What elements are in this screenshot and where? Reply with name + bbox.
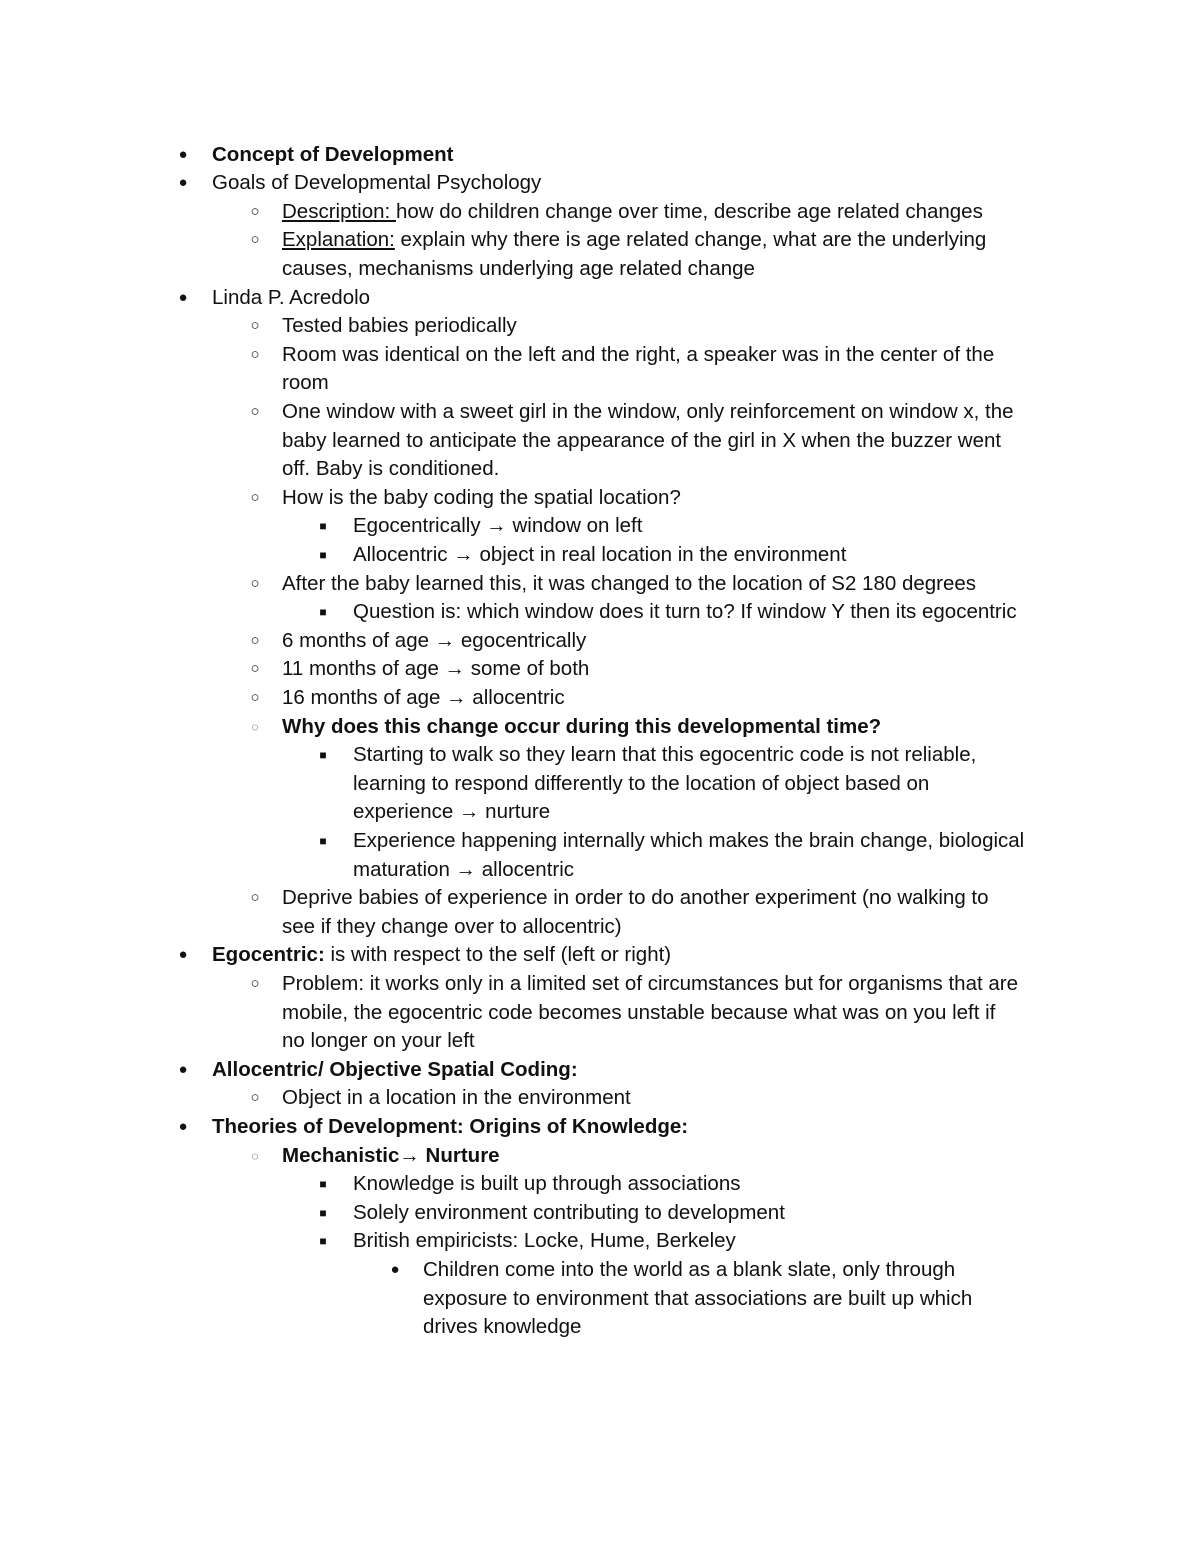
text-segment: how do children change over time, describe age related changes — [395, 199, 983, 223]
text-segment: Tested babies periodically — [282, 314, 517, 338]
outline-line — [282, 884, 989, 913]
text-segment: Deprive babies of experience in order to do another experiment (no walking to — [282, 886, 989, 910]
text-segment: causes, mechanisms underlying age related change — [282, 256, 755, 280]
outline-line — [212, 284, 370, 313]
text-segment: Mechanistic→ Nurture — [282, 1143, 500, 1167]
outline-line — [212, 941, 671, 970]
text-segment: Egocentrically → window on left — [353, 514, 643, 538]
outline-line — [212, 169, 541, 198]
text-segment: Theories of Development: Origins of Knowledge: — [212, 1114, 689, 1138]
bullet-square-icon: ■ — [319, 519, 327, 534]
bullet-circle-icon: ○ — [250, 631, 260, 649]
text-segment: Solely environment contributing to development — [353, 1200, 785, 1224]
outline-line — [353, 770, 929, 799]
text-segment: Allocentric → object in real location in the environment — [353, 542, 847, 566]
bullet-square-icon: ■ — [319, 748, 327, 763]
outline-line — [282, 198, 983, 227]
bullet-circle-icon: ○ — [250, 1089, 260, 1107]
text-segment: off. Baby is conditioned. — [282, 457, 500, 481]
text-segment: Question is: which window does it turn to? If window Y then its egocentric — [353, 600, 1017, 624]
text-segment: 6 months of age → egocentrically — [282, 628, 587, 652]
text-segment: Egocentric: — [212, 943, 325, 967]
outline-line — [282, 684, 565, 713]
text-segment: Why does this change occur during this developmental time? — [282, 714, 882, 738]
text-segment: see if they change over to allocentric) — [282, 914, 622, 938]
bullet-circle-icon: ○ — [250, 345, 260, 363]
bullet-circle-icon: ○ — [250, 202, 260, 220]
bullet-circle-icon: ○ — [250, 660, 260, 678]
bullet-disc-icon: ● — [178, 145, 188, 163]
outline-line — [353, 798, 550, 827]
bullet-square-icon: ■ — [319, 1234, 327, 1249]
outline-line — [353, 827, 1024, 856]
text-segment: learning to respond differently to the location of object based on — [353, 771, 930, 795]
text-segment: How is the baby coding the spatial location? — [282, 485, 681, 509]
bullet-circle-icon: ○ — [250, 317, 260, 335]
text-segment: exposure to environment that associations are built up which — [423, 1286, 973, 1310]
bullet-disc-icon: ● — [178, 288, 188, 306]
outline-line — [212, 1056, 578, 1085]
bullet-disc-icon: ● — [178, 1060, 188, 1078]
text-segment: 11 months of age → some of both — [282, 657, 590, 681]
text-segment: no longer on your left — [282, 1029, 475, 1053]
text-segment: room — [282, 371, 329, 395]
outline-line — [423, 1256, 955, 1285]
outline-line — [282, 913, 622, 942]
outline-line — [282, 1027, 475, 1056]
outline-line — [353, 856, 574, 885]
text-segment: 16 months of age → allocentric — [282, 685, 565, 709]
outline-line — [353, 741, 976, 770]
text-segment: Problem: it works only in a limited set of circumstances but for organisms that are — [282, 971, 1019, 995]
outline-line — [423, 1285, 972, 1314]
text-segment: Linda P. Acredolo — [212, 285, 371, 309]
text-segment: After the baby learned this, it was changed to the location of S2 180 degrees — [282, 571, 977, 595]
outline-line — [282, 1084, 631, 1113]
bullet-square-icon: ■ — [319, 1177, 327, 1192]
bullet-circle-icon: ○ — [250, 974, 260, 992]
bullet-disc-icon: ● — [178, 946, 188, 964]
outline-line — [282, 570, 976, 599]
outline-line — [282, 255, 755, 284]
text-segment: Room was identical on the left and the right, a speaker was in the center of the — [282, 342, 995, 366]
text-segment: drives knowledge — [423, 1315, 582, 1339]
bullet-circle-icon: ○ — [250, 889, 260, 907]
text-segment: explain why there is age related change, what are the underlying — [394, 228, 987, 252]
bullet-square-icon: ■ — [319, 833, 327, 848]
text-segment: Children come into the world as a blank slate, only through — [423, 1257, 956, 1281]
outline-line — [423, 1313, 581, 1342]
bullet-square-icon: ■ — [319, 1205, 327, 1220]
bullet-circle-icon: ○ — [250, 688, 260, 706]
outline-line — [282, 999, 995, 1028]
outline-line — [353, 541, 846, 570]
outline-line — [353, 512, 642, 541]
bullet-square-icon: ■ — [319, 605, 327, 620]
outline-line — [282, 398, 1014, 427]
text-segment: experience → nurture — [353, 800, 551, 824]
bullet-circle-icon: ○ — [250, 402, 260, 420]
text-segment: baby learned to anticipate the appearance of the girl in X when the buzzer went — [282, 428, 1002, 452]
outline-line — [282, 312, 517, 341]
text-segment: Concept of Development — [212, 142, 454, 166]
bullet-dotted-circle-icon: ◌ — [251, 1148, 259, 1163]
bullet-disc-icon: ● — [178, 1117, 188, 1135]
outline-line — [282, 1142, 500, 1171]
text-segment: Explanation: — [282, 228, 395, 252]
outline-line — [353, 598, 1017, 627]
bullet-square-icon: ■ — [319, 547, 327, 562]
outline-line — [282, 226, 986, 255]
text-segment: maturation → allocentric — [353, 857, 575, 881]
bullet-disc-icon: ● — [178, 174, 188, 192]
outline-line — [353, 1170, 740, 1199]
bullet-circle-icon: ○ — [250, 574, 260, 592]
outline-line — [282, 341, 994, 370]
outline-line — [282, 427, 1001, 456]
outline-line — [282, 369, 329, 398]
outline-line — [282, 713, 881, 742]
text-segment: Goals of Developmental Psychology — [212, 171, 542, 195]
text-segment: Description: — [282, 199, 396, 223]
outline-line — [282, 627, 586, 656]
outline-line — [282, 455, 499, 484]
outline-line — [353, 1227, 736, 1256]
text-segment: British empiricists: Locke, Hume, Berkeley — [353, 1229, 736, 1253]
outline-line — [282, 970, 1018, 999]
text-segment: Knowledge is built up through associations — [353, 1172, 741, 1196]
outline-line — [282, 484, 681, 513]
outline-line — [353, 1199, 785, 1228]
outline-line — [282, 655, 589, 684]
text-segment: Experience happening internally which makes the brain change, biological — [353, 828, 1025, 852]
text-segment: One window with a sweet girl in the window, only reinforcement on window x, the — [282, 399, 1014, 423]
bullet-disc-icon: ● — [390, 1260, 400, 1278]
outline-line — [212, 141, 453, 170]
text-segment: is with respect to the self (left or right) — [324, 943, 672, 967]
text-segment: Object in a location in the environment — [282, 1086, 631, 1110]
text-segment: Starting to walk so they learn that this egocentric code is not reliable, — [353, 743, 977, 767]
bullet-circle-icon: ○ — [250, 231, 260, 249]
outline-line — [212, 1113, 688, 1142]
bullet-circle-icon: ○ — [250, 488, 260, 506]
text-segment: mobile, the egocentric code becomes unstable because what was on you left if — [282, 1000, 996, 1024]
text-segment: Allocentric/ Objective Spatial Coding: — [212, 1057, 578, 1081]
bullet-dotted-circle-icon: ◌ — [251, 719, 259, 734]
